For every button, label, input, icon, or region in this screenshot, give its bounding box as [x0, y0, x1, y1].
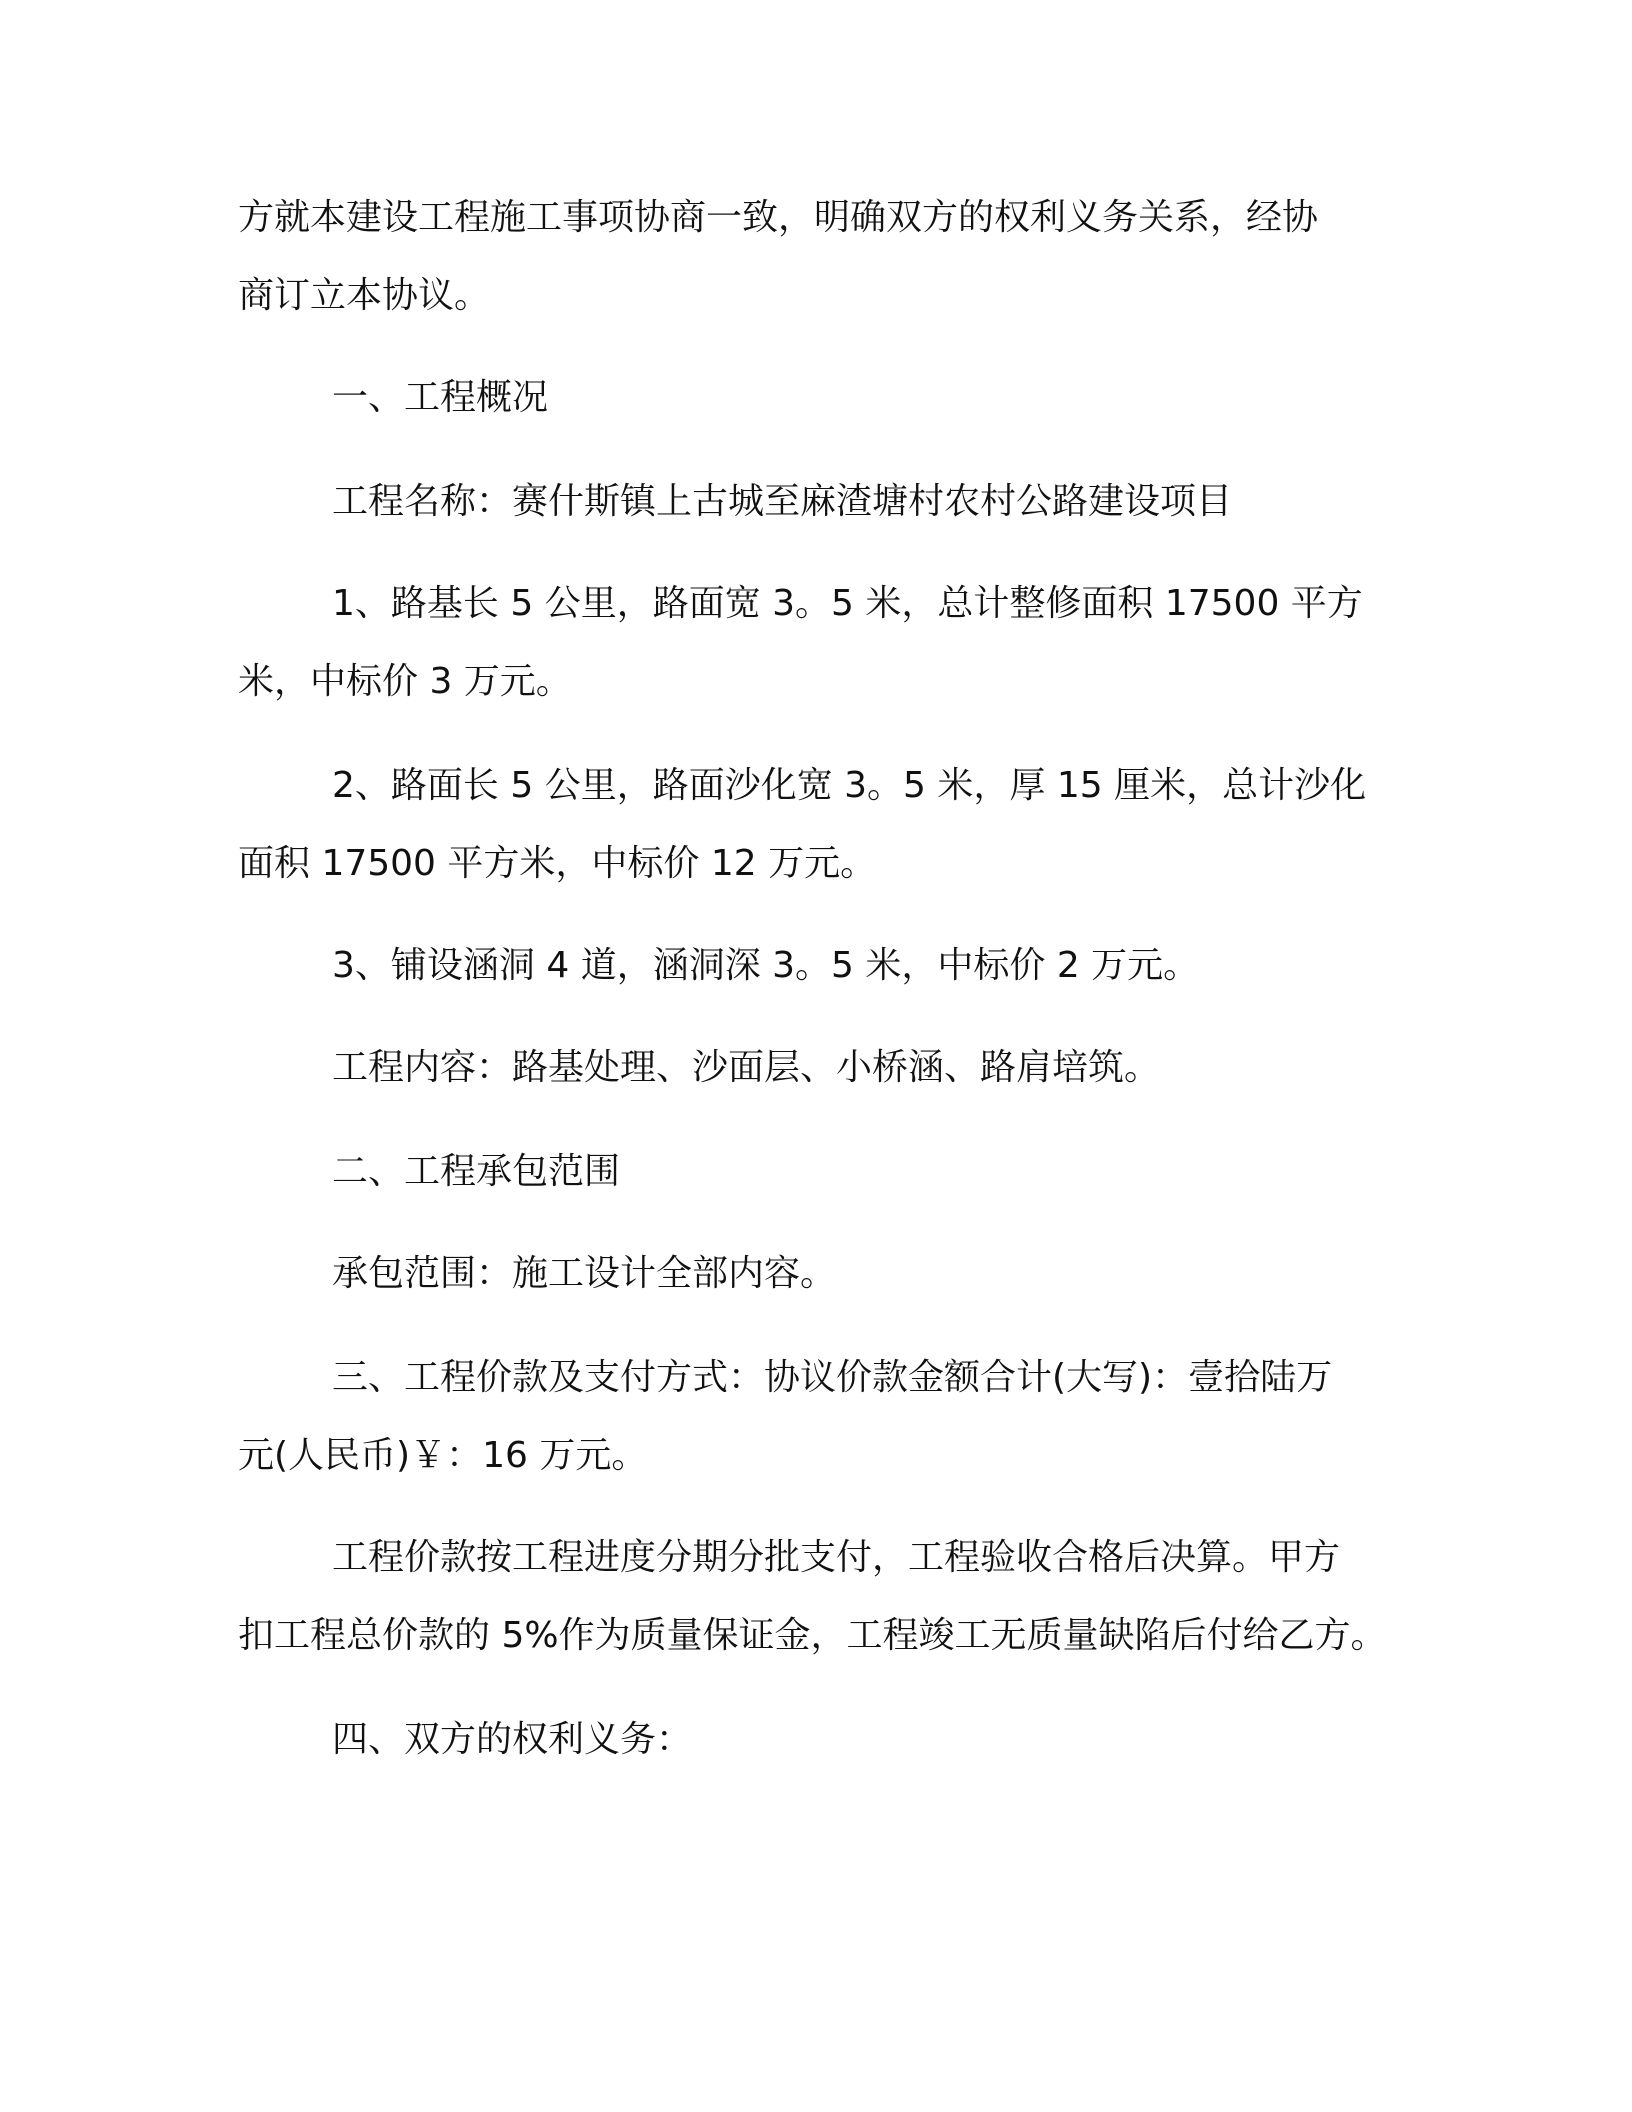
text-line: 面积 17500 平方米，中标价 12 万元。: [238, 843, 877, 884]
section-heading: 一、工程概况: [332, 377, 549, 418]
text-line: 承包范围：施工设计全部内容。: [332, 1253, 837, 1294]
text-line: 1、路基长 5 公里，路面宽 3。5 米，总计整修面积 17500 平方: [332, 583, 1363, 624]
text-line: 工程价款按工程进度分期分批支付，工程验收合格后决算。甲方: [332, 1537, 1341, 1578]
text-line: 米，中标价 3 万元。: [238, 661, 572, 702]
section-heading: 二、工程承包范围: [332, 1151, 621, 1192]
text-line: 工程内容：路基处理、沙面层、小桥涵、路肩培筑。: [332, 1047, 1161, 1088]
text-line: 元(人民币)￥：16 万元。: [238, 1435, 648, 1476]
text-line: 商订立本协议。: [238, 275, 491, 316]
text-line: 3、铺设涵洞 4 道，涵洞深 3。5 米，中标价 2 万元。: [332, 945, 1200, 986]
text-line: 工程名称：赛什斯镇上古城至麻渣塘村农村公路建设项目: [332, 481, 1233, 522]
section-heading: 四、双方的权利义务：: [332, 1719, 693, 1760]
text-line: 方就本建设工程施工事项协商一致，明确双方的权利义务关系，经协: [238, 197, 1319, 238]
text-line: 2、路面长 5 公里，路面沙化宽 3。5 米，厚 15 厘米，总计沙化: [332, 765, 1367, 806]
text-line: 扣工程总价款的 5%作为质量保证金，工程竣工无质量缺陷后付给乙方。: [238, 1615, 1387, 1656]
text-line: 三、工程价款及支付方式：协议价款金额合计(大写)：壹拾陆万: [332, 1357, 1333, 1398]
